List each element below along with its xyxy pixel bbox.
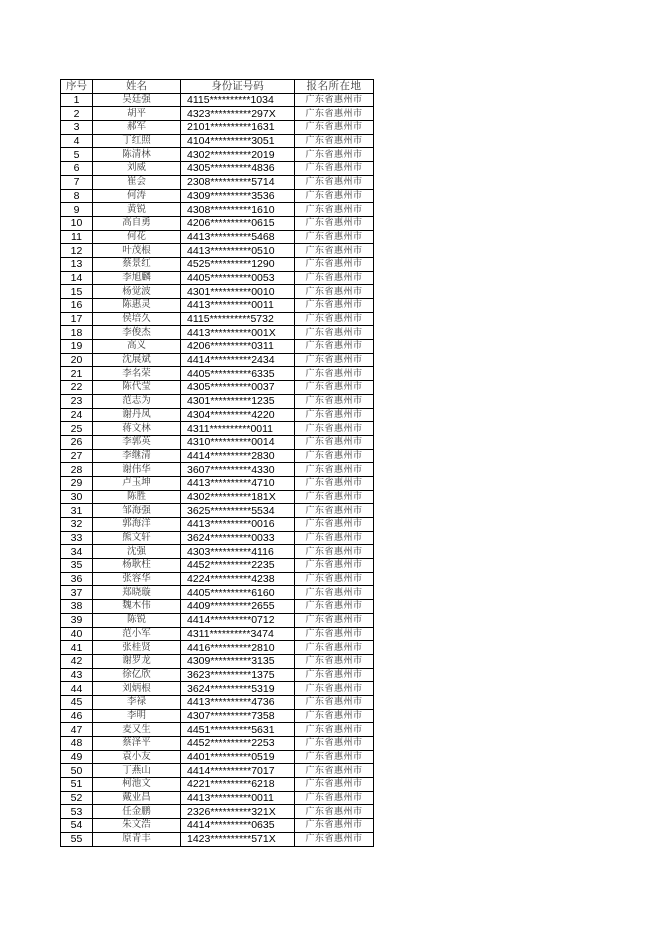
cell-name: 陈清林	[93, 148, 181, 162]
cell-location: 广东省惠州市	[295, 531, 374, 545]
cell-id: 4414**********7017	[181, 764, 295, 778]
cell-id: 4525**********1290	[181, 257, 295, 271]
cell-no: 10	[61, 216, 93, 230]
cell-location: 广东省惠州市	[295, 476, 374, 490]
cell-location: 广东省惠州市	[295, 695, 374, 709]
cell-location: 广东省惠州市	[295, 121, 374, 135]
cell-id: 4309**********3536	[181, 189, 295, 203]
cell-no: 43	[61, 668, 93, 682]
cell-id: 4413**********001X	[181, 326, 295, 340]
cell-name: 叶茂根	[93, 244, 181, 258]
table-row	[61, 121, 374, 135]
cell-id: 4405**********6160	[181, 586, 295, 600]
cell-name: 魏木伟	[93, 600, 181, 614]
table-row	[61, 148, 374, 162]
table-row	[61, 394, 374, 408]
cell-no: 30	[61, 490, 93, 504]
cell-name: 刘炳根	[93, 682, 181, 696]
table-row	[61, 408, 374, 422]
cell-location: 广东省惠州市	[295, 627, 374, 641]
cell-name: 李名荣	[93, 367, 181, 381]
cell-no: 19	[61, 340, 93, 354]
cell-no: 39	[61, 613, 93, 627]
cell-id: 4401**********0519	[181, 750, 295, 764]
cell-id: 4206**********0615	[181, 216, 295, 230]
table-row	[61, 832, 374, 846]
cell-id: 2326**********321X	[181, 805, 295, 819]
table-row	[61, 668, 374, 682]
cell-name: 任金鹏	[93, 805, 181, 819]
cell-id: 4305**********4836	[181, 162, 295, 176]
table-row	[61, 107, 374, 121]
cell-no: 54	[61, 819, 93, 833]
cell-no: 47	[61, 723, 93, 737]
cell-id: 4405**********0053	[181, 271, 295, 285]
cell-id: 4451**********5631	[181, 723, 295, 737]
table-row	[61, 709, 374, 723]
cell-location: 广东省惠州市	[295, 819, 374, 833]
cell-name: 丁红照	[93, 134, 181, 148]
cell-name: 黄锐	[93, 203, 181, 217]
table-row	[61, 285, 374, 299]
cell-name: 沈展斌	[93, 353, 181, 367]
cell-name: 李明	[93, 709, 181, 723]
cell-name: 原青丰	[93, 832, 181, 846]
table-row	[61, 750, 374, 764]
cell-no: 1	[61, 93, 93, 107]
cell-name: 何涛	[93, 189, 181, 203]
cell-name: 陈胜	[93, 490, 181, 504]
cell-location: 广东省惠州市	[295, 93, 374, 107]
cell-no: 4	[61, 134, 93, 148]
cell-no: 17	[61, 312, 93, 326]
cell-id: 4311**********3474	[181, 627, 295, 641]
table-body	[61, 93, 374, 846]
table-row	[61, 791, 374, 805]
cell-no: 36	[61, 572, 93, 586]
cell-no: 7	[61, 175, 93, 189]
cell-name: 胡平	[93, 107, 181, 121]
cell-no: 37	[61, 586, 93, 600]
cell-id: 4414**********2830	[181, 449, 295, 463]
cell-name: 杨耿柱	[93, 559, 181, 573]
cell-no: 21	[61, 367, 93, 381]
cell-id: 4414**********0635	[181, 819, 295, 833]
table-row	[61, 422, 374, 436]
table-row	[61, 367, 374, 381]
cell-location: 广东省惠州市	[295, 723, 374, 737]
cell-id: 3624**********0033	[181, 531, 295, 545]
cell-name: 蔡泽平	[93, 737, 181, 751]
cell-location: 广东省惠州市	[295, 750, 374, 764]
table-row	[61, 476, 374, 490]
cell-location: 广东省惠州市	[295, 381, 374, 395]
cell-location: 广东省惠州市	[295, 778, 374, 792]
cell-location: 广东省惠州市	[295, 490, 374, 504]
cell-id: 4104**********3051	[181, 134, 295, 148]
cell-no: 38	[61, 600, 93, 614]
cell-no: 55	[61, 832, 93, 846]
cell-name: 范志为	[93, 394, 181, 408]
cell-name: 袁小友	[93, 750, 181, 764]
cell-name: 郝军	[93, 121, 181, 135]
cell-no: 22	[61, 381, 93, 395]
table-row	[61, 641, 374, 655]
cell-name: 郑晓璇	[93, 586, 181, 600]
cell-no: 48	[61, 737, 93, 751]
cell-no: 49	[61, 750, 93, 764]
cell-name: 谢罗龙	[93, 654, 181, 668]
table-row	[61, 271, 374, 285]
header-location: 报名所在地	[295, 80, 374, 94]
cell-id: 3623**********1375	[181, 668, 295, 682]
cell-no: 45	[61, 695, 93, 709]
cell-location: 广东省惠州市	[295, 175, 374, 189]
cell-no: 27	[61, 449, 93, 463]
cell-no: 3	[61, 121, 93, 135]
cell-name: 李旭麟	[93, 271, 181, 285]
cell-name: 丁燕山	[93, 764, 181, 778]
table-row	[61, 203, 374, 217]
table-row	[61, 257, 374, 271]
cell-location: 广东省惠州市	[295, 408, 374, 422]
table-row	[61, 381, 374, 395]
table-row	[61, 340, 374, 354]
cell-id: 4409**********2655	[181, 600, 295, 614]
cell-location: 广东省惠州市	[295, 504, 374, 518]
cell-name: 高自勇	[93, 216, 181, 230]
cell-no: 2	[61, 107, 93, 121]
cell-location: 广东省惠州市	[295, 216, 374, 230]
cell-no: 25	[61, 422, 93, 436]
table-row	[61, 627, 374, 641]
cell-no: 23	[61, 394, 93, 408]
cell-id: 4413**********4710	[181, 476, 295, 490]
cell-id: 2101**********1631	[181, 121, 295, 135]
cell-location: 广东省惠州市	[295, 285, 374, 299]
cell-location: 广东省惠州市	[295, 230, 374, 244]
table-row	[61, 299, 374, 313]
cell-id: 4413**********4736	[181, 695, 295, 709]
table-row	[61, 312, 374, 326]
cell-no: 44	[61, 682, 93, 696]
cell-location: 广东省惠州市	[295, 600, 374, 614]
cell-id: 4303**********4116	[181, 545, 295, 559]
cell-location: 广东省惠州市	[295, 737, 374, 751]
cell-id: 4414**********2434	[181, 353, 295, 367]
cell-location: 广东省惠州市	[295, 791, 374, 805]
table-row	[61, 682, 374, 696]
cell-location: 广东省惠州市	[295, 162, 374, 176]
cell-id: 4221**********6218	[181, 778, 295, 792]
table-row	[61, 134, 374, 148]
cell-no: 34	[61, 545, 93, 559]
cell-id: 4305**********0037	[181, 381, 295, 395]
cell-name: 李继清	[93, 449, 181, 463]
table-row	[61, 162, 374, 176]
cell-name: 何花	[93, 230, 181, 244]
cell-location: 广东省惠州市	[295, 367, 374, 381]
cell-no: 51	[61, 778, 93, 792]
cell-location: 广东省惠州市	[295, 654, 374, 668]
cell-id: 4452**********2235	[181, 559, 295, 573]
cell-no: 14	[61, 271, 93, 285]
table-row	[61, 778, 374, 792]
cell-name: 谢伟华	[93, 463, 181, 477]
header-name: 姓名	[93, 80, 181, 94]
cell-no: 32	[61, 518, 93, 532]
cell-location: 广东省惠州市	[295, 805, 374, 819]
table-row	[61, 545, 374, 559]
cell-name: 高义	[93, 340, 181, 354]
table-row	[61, 449, 374, 463]
table-row	[61, 764, 374, 778]
cell-name: 张桂贤	[93, 641, 181, 655]
cell-id: 4310**********0014	[181, 435, 295, 449]
cell-name: 熊文轩	[93, 531, 181, 545]
cell-name: 吴廷强	[93, 93, 181, 107]
table-row	[61, 819, 374, 833]
cell-no: 5	[61, 148, 93, 162]
table-row	[61, 326, 374, 340]
cell-location: 广东省惠州市	[295, 353, 374, 367]
table-row	[61, 504, 374, 518]
cell-name: 蒋文林	[93, 422, 181, 436]
cell-id: 4413**********0011	[181, 791, 295, 805]
cell-name: 李禄	[93, 695, 181, 709]
cell-location: 广东省惠州市	[295, 107, 374, 121]
cell-name: 刘威	[93, 162, 181, 176]
cell-name: 蔡景红	[93, 257, 181, 271]
cell-name: 陈代莹	[93, 381, 181, 395]
table-row	[61, 490, 374, 504]
cell-location: 广东省惠州市	[295, 326, 374, 340]
cell-location: 广东省惠州市	[295, 586, 374, 600]
cell-name: 郭海洋	[93, 518, 181, 532]
table-row	[61, 230, 374, 244]
cell-location: 广东省惠州市	[295, 422, 374, 436]
table-row	[61, 216, 374, 230]
cell-no: 18	[61, 326, 93, 340]
cell-id: 4309**********3135	[181, 654, 295, 668]
cell-name: 李俊杰	[93, 326, 181, 340]
cell-location: 广东省惠州市	[295, 518, 374, 532]
table-row	[61, 737, 374, 751]
header-row	[61, 80, 374, 94]
cell-id: 4301**********1235	[181, 394, 295, 408]
table-row	[61, 600, 374, 614]
cell-name: 柯池文	[93, 778, 181, 792]
cell-location: 广东省惠州市	[295, 340, 374, 354]
cell-location: 广东省惠州市	[295, 203, 374, 217]
cell-name: 李郭英	[93, 435, 181, 449]
table-row	[61, 723, 374, 737]
cell-location: 广东省惠州市	[295, 257, 374, 271]
cell-location: 广东省惠州市	[295, 394, 374, 408]
cell-location: 广东省惠州市	[295, 312, 374, 326]
table-row	[61, 175, 374, 189]
table-row	[61, 613, 374, 627]
cell-id: 4414**********0712	[181, 613, 295, 627]
cell-no: 9	[61, 203, 93, 217]
table-row	[61, 93, 374, 107]
cell-id: 3607**********4330	[181, 463, 295, 477]
cell-name: 邹海强	[93, 504, 181, 518]
cell-no: 16	[61, 299, 93, 313]
cell-no: 24	[61, 408, 93, 422]
cell-name: 范小军	[93, 627, 181, 641]
cell-location: 广东省惠州市	[295, 572, 374, 586]
table-row	[61, 463, 374, 477]
cell-id: 4307**********7358	[181, 709, 295, 723]
cell-id: 4308**********1610	[181, 203, 295, 217]
cell-no: 8	[61, 189, 93, 203]
cell-location: 广东省惠州市	[295, 832, 374, 846]
table-row	[61, 244, 374, 258]
cell-no: 46	[61, 709, 93, 723]
cell-no: 11	[61, 230, 93, 244]
cell-id: 4302**********2019	[181, 148, 295, 162]
cell-location: 广东省惠州市	[295, 148, 374, 162]
table-row	[61, 586, 374, 600]
cell-id: 1423**********571X	[181, 832, 295, 846]
cell-location: 广东省惠州市	[295, 545, 374, 559]
cell-location: 广东省惠州市	[295, 449, 374, 463]
cell-location: 广东省惠州市	[295, 244, 374, 258]
table-row	[61, 531, 374, 545]
cell-no: 35	[61, 559, 93, 573]
cell-id: 4224**********4238	[181, 572, 295, 586]
table-row	[61, 189, 374, 203]
cell-no: 42	[61, 654, 93, 668]
cell-id: 4413**********0011	[181, 299, 295, 313]
cell-no: 41	[61, 641, 93, 655]
cell-location: 广东省惠州市	[295, 463, 374, 477]
cell-name: 朱文浩	[93, 819, 181, 833]
cell-id: 4301**********0010	[181, 285, 295, 299]
cell-id: 4323**********297X	[181, 107, 295, 121]
cell-name: 陈惠灵	[93, 299, 181, 313]
cell-location: 广东省惠州市	[295, 709, 374, 723]
cell-name: 徐亿欣	[93, 668, 181, 682]
table-row	[61, 805, 374, 819]
cell-id: 4302**********181X	[181, 490, 295, 504]
table-row	[61, 353, 374, 367]
cell-id: 4413**********5468	[181, 230, 295, 244]
cell-name: 谢丹凤	[93, 408, 181, 422]
cell-name: 侯培久	[93, 312, 181, 326]
cell-no: 26	[61, 435, 93, 449]
cell-id: 2308**********5714	[181, 175, 295, 189]
cell-location: 广东省惠州市	[295, 271, 374, 285]
cell-no: 20	[61, 353, 93, 367]
cell-no: 40	[61, 627, 93, 641]
cell-location: 广东省惠州市	[295, 435, 374, 449]
cell-id: 4115**********1034	[181, 93, 295, 107]
cell-location: 广东省惠州市	[295, 682, 374, 696]
table-row	[61, 654, 374, 668]
cell-no: 15	[61, 285, 93, 299]
cell-no: 28	[61, 463, 93, 477]
cell-id: 4304**********4220	[181, 408, 295, 422]
cell-id: 4115**********5732	[181, 312, 295, 326]
cell-location: 广东省惠州市	[295, 613, 374, 627]
cell-location: 广东省惠州市	[295, 559, 374, 573]
header-id: 身份证号码	[181, 80, 295, 94]
registration-table	[60, 79, 374, 847]
cell-location: 广东省惠州市	[295, 641, 374, 655]
cell-id: 4206**********0311	[181, 340, 295, 354]
cell-id: 4416**********2810	[181, 641, 295, 655]
cell-id: 3625**********5534	[181, 504, 295, 518]
cell-name: 沈强	[93, 545, 181, 559]
cell-id: 3624**********5319	[181, 682, 295, 696]
cell-location: 广东省惠州市	[295, 189, 374, 203]
table-row	[61, 518, 374, 532]
cell-name: 崔会	[93, 175, 181, 189]
table-row	[61, 559, 374, 573]
table-row	[61, 695, 374, 709]
cell-name: 戴业昌	[93, 791, 181, 805]
header-no: 序号	[61, 80, 93, 94]
table-row	[61, 435, 374, 449]
cell-location: 广东省惠州市	[295, 668, 374, 682]
cell-id: 4311**********0011	[181, 422, 295, 436]
cell-id: 4452**********2253	[181, 737, 295, 751]
cell-no: 12	[61, 244, 93, 258]
cell-name: 杨觉波	[93, 285, 181, 299]
cell-id: 4413**********0016	[181, 518, 295, 532]
cell-no: 53	[61, 805, 93, 819]
cell-id: 4405**********6335	[181, 367, 295, 381]
cell-id: 4413**********0510	[181, 244, 295, 258]
cell-no: 50	[61, 764, 93, 778]
table-row	[61, 572, 374, 586]
cell-name: 卢玉坤	[93, 476, 181, 490]
cell-no: 29	[61, 476, 93, 490]
cell-name: 麦又生	[93, 723, 181, 737]
cell-no: 13	[61, 257, 93, 271]
cell-name: 陈锐	[93, 613, 181, 627]
cell-name: 张容华	[93, 572, 181, 586]
cell-no: 6	[61, 162, 93, 176]
cell-no: 31	[61, 504, 93, 518]
cell-no: 33	[61, 531, 93, 545]
cell-location: 广东省惠州市	[295, 764, 374, 778]
cell-location: 广东省惠州市	[295, 134, 374, 148]
cell-location: 广东省惠州市	[295, 299, 374, 313]
cell-no: 52	[61, 791, 93, 805]
